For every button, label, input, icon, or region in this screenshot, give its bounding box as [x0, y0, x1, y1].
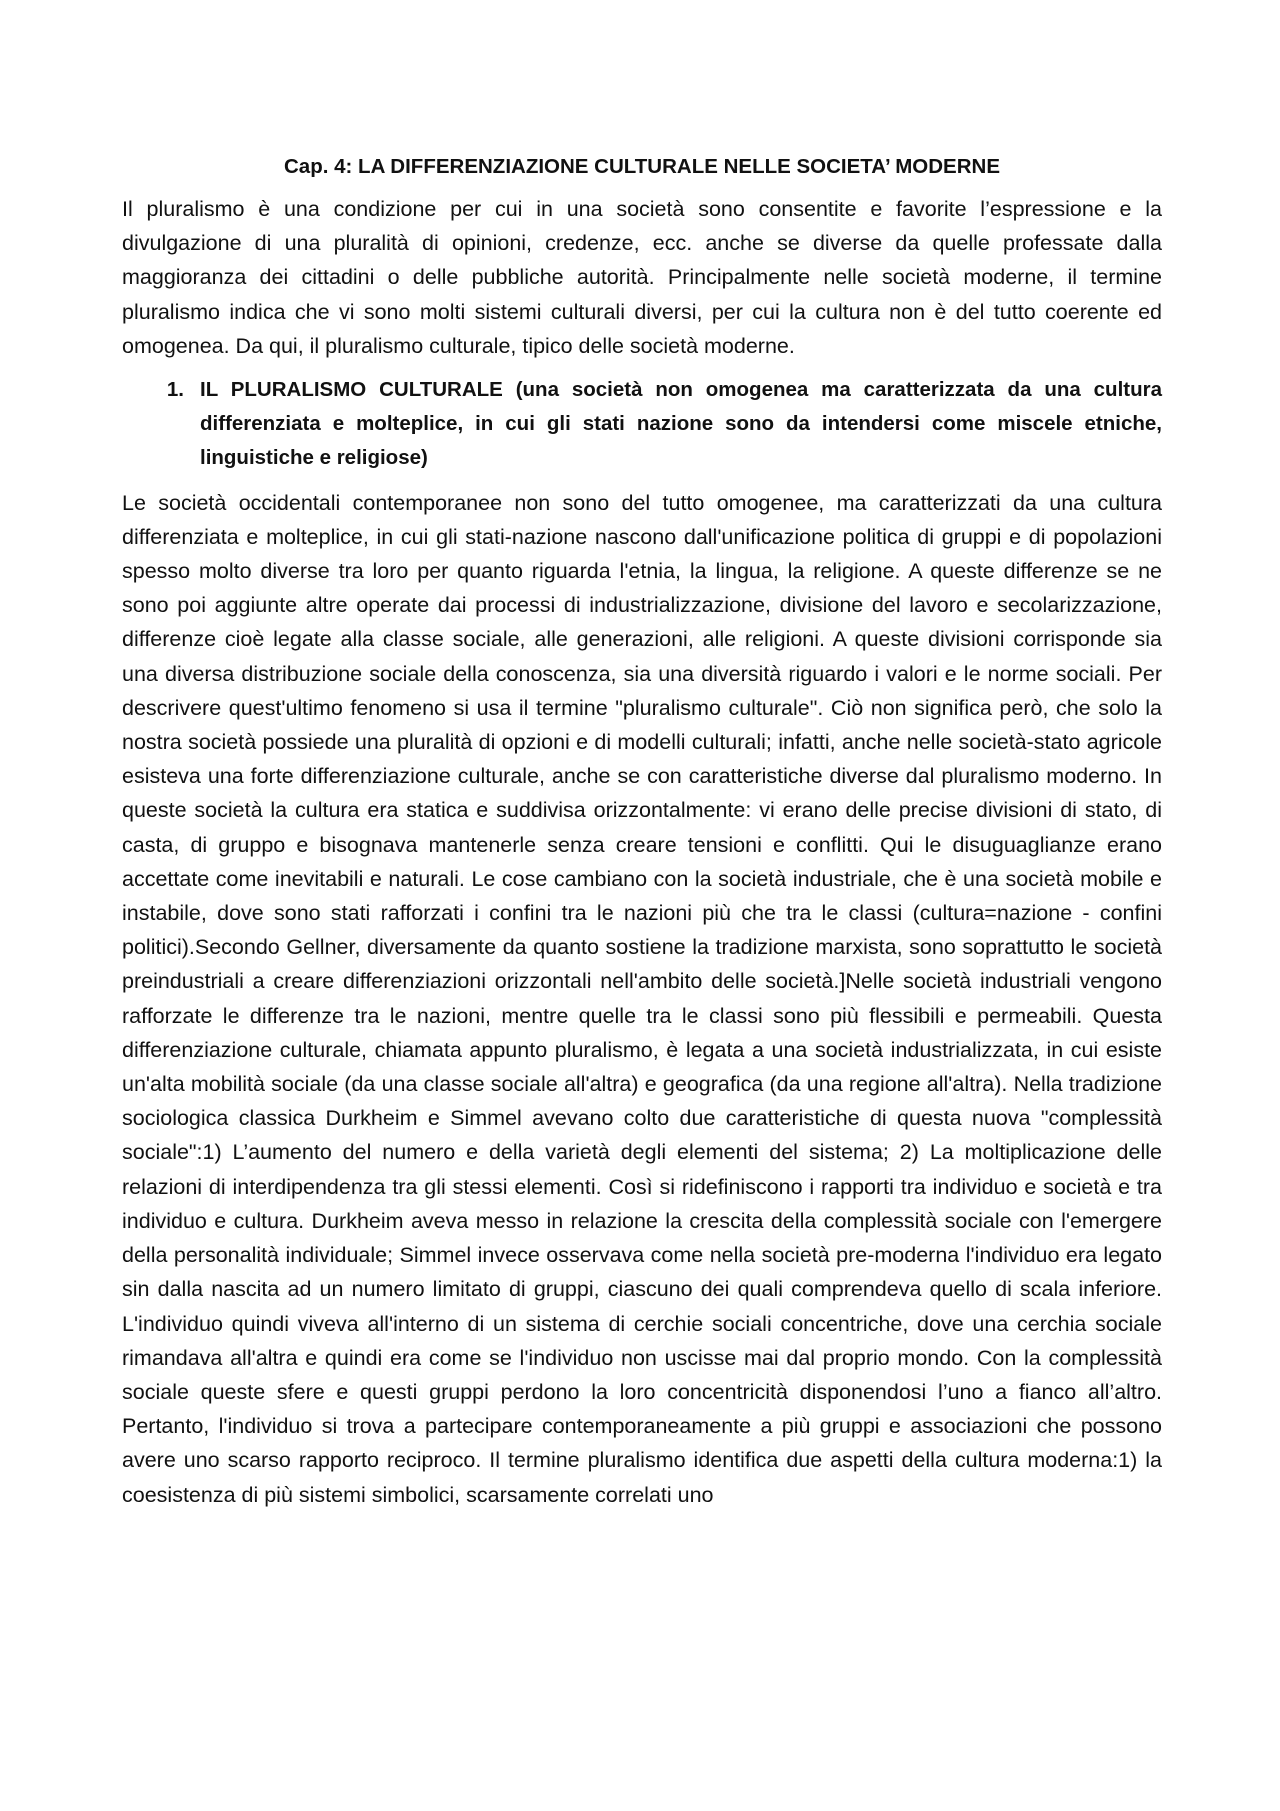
section-list — [122, 373, 1162, 476]
section-number: 1. — [166, 378, 184, 402]
section-heading-text: IL PLURALISMO CULTURALE (una società non omogenea ma caratterizzata da una cultura differenziata e molteplice, in cui gli stati nazione sono da intendersi come miscele etniche, linguistiche e religiose) — [200, 378, 1162, 470]
chapter-title: Cap. 4: LA DIFFERENZIAZIONE CULTURALE NELLE SOCIETA’ MODERNE — [284, 155, 1000, 178]
section-heading — [122, 373, 1162, 476]
document-page — [122, 150, 1162, 1512]
intro-paragraph: Il pluralismo è una condizione per cui in una società sono consentite e favorite l’espressione e la divulgazione di una pluralità di opinioni, credenze, ecc. anche se diverse da quelle professate dalla maggioranza dei cittadini o delle pubbliche autorità. Principalmente nelle società moderne, il termine pluralismo indica che vi sono molti sistemi culturali diversi, per cui la cultura non è del tutto coerente ed omogenea. Da qui, il pluralismo culturale, tipico delle società moderne. — [122, 197, 1162, 358]
body-paragraph: Le società occidentali contemporanee non sono del tutto omogenee, ma caratterizzati da una cultura differenziata e molteplice, in cui gli stati-nazione nascono dall'unificazione politica di gruppi e di popolazioni spesso molto diverse tra loro per quanto riguarda l'etnia, la lingua, la religione. A queste differenze se ne sono poi aggiunte altre operate dai processi di industrializzazione, divisione del lavoro e secolarizzazione, differenze cioè legate alla classe sociale, alle generazioni, alle religioni. A queste divisioni corrisponde sia una diversa distribuzione sociale della conoscenza, sia una diversità riguardo i valori e le norme sociali. Per descrivere quest'ultimo fenomeno si usa il termine "pluralismo culturale". Ciò non significa però, che solo la nostra società possiede una pluralità di opzioni e di modelli culturali; infatti, anche nelle società-stato agricole esisteva una forte differenziazione culturale, anche se con caratteristiche diverse dal pluralismo moderno. In queste società la cultura era statica e suddivisa orizzontalmente: vi erano delle precise divisioni di stato, di casta, di gruppo e bisognava mantenerle senza creare tensioni e conflitti. Qui le disuguaglianze erano accettate come inevitabili e naturali. Le cose cambiano con la società industriale, che è una società mobile e instabile, dove sono stati rafforzati i confini tra le nazioni più che tra le classi (cultura=nazione - confini politici).Secondo Gellner, diversamente da quanto sostiene la tradizione marxista, sono soprattutto le società preindustriali a creare differenziazioni orizzontali nell'ambito delle società.]Nelle società industriali vengono rafforzate le differenze tra le nazioni, mentre quelle tra le classi sono più flessibili e permeabili. Questa differenziazione culturale, chiamata appunto pluralismo, è legata a una società industrializzata, in cui esiste un'alta mobilità sociale (da una classe sociale all'altra) e geografica (da una regione all'altra). Nella tradizione sociologica classica Durkheim e Simmel avevano colto due caratteristiche di questa nuova "complessità sociale":1) L’aumento del numero e della varietà degli elementi del sistema; 2) La moltiplicazione delle relazioni di interdipendenza tra gli stessi elementi. Così si ridefiniscono i rapporti tra individuo e società e tra individuo e cultura. Durkheim aveva messo in relazione la crescita della complessità sociale con l'emergere della personalità individuale; Simmel invece osservava come nella società pre-moderna l'individuo era legato sin dalla nascita ad un numero limitato di gruppi, ciascuno dei quali comprendeva quello di scala inferiore. L'individuo quindi viveva all'interno di un sistema di cerchie sociali concentriche, dove una cerchia sociale rimandava all'altra e quindi era come se l'individuo non uscisse mai dal proprio mondo. Con la complessità sociale queste sfere e questi gruppi perdono la loro concentricità disponendosi l’uno a fianco all’altro. Pertanto, l'individuo si trova a partecipare contemporaneamente a più gruppi e associazioni che possono avere uno scarso rapporto reciproco. Il termine pluralismo identifica due aspetti della cultura moderna:1) la coesistenza di più sistemi simbolici, scarsamente correlati uno — [122, 490, 1162, 1507]
